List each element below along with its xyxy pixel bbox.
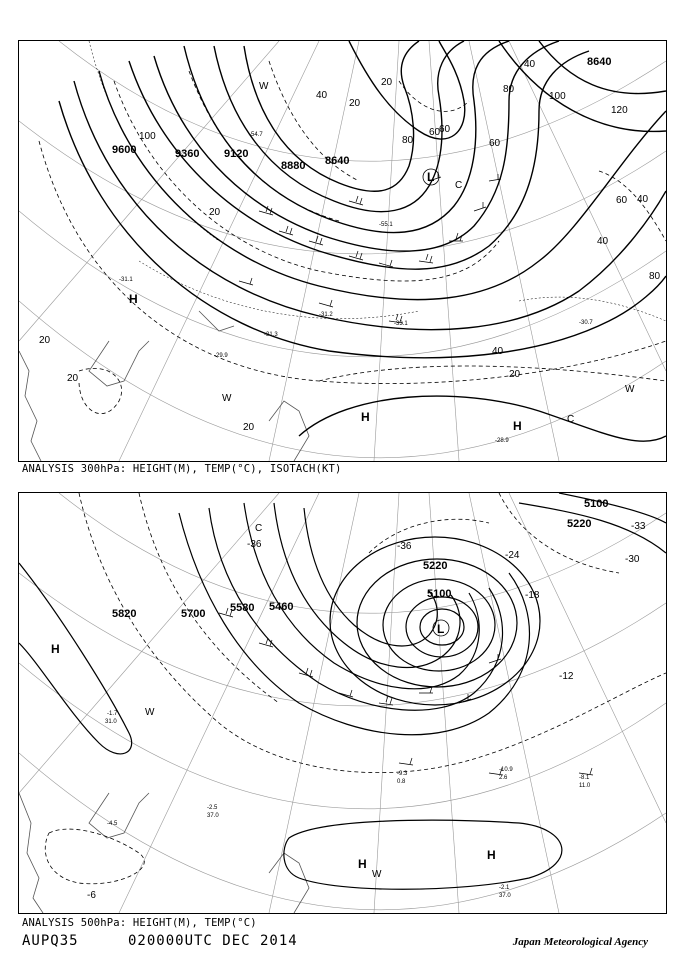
station-value: 2.6 [499, 775, 508, 781]
isotach-label: 20 [381, 77, 393, 88]
wind-barb [579, 768, 593, 775]
high-center-symbol: H [361, 410, 370, 424]
height-contour [129, 51, 589, 269]
parallel [59, 41, 666, 161]
height-contour [99, 71, 666, 300]
caption-500hpa: ANALYSIS 500hPa: HEIGHT(M), TEMP(°C) [22, 917, 257, 929]
station-values [105, 711, 591, 899]
meridian [19, 41, 279, 341]
isotach-label: 40 [492, 346, 504, 357]
isotherms [45, 493, 666, 884]
svg-text:-54.7: -54.7 [249, 132, 263, 138]
isotach [319, 366, 666, 381]
station-value: -2.1 [499, 885, 510, 891]
high-center-symbol: H [129, 292, 138, 306]
height-label: 9600 [112, 144, 137, 156]
cold-symbol: C [455, 180, 463, 191]
svg-text:-31.2: -31.2 [319, 312, 333, 318]
height-label: 8640 [587, 56, 612, 68]
wind-barb [474, 202, 486, 211]
wind-barb [279, 226, 293, 235]
warm-symbol: W [222, 393, 232, 404]
height-contour [179, 513, 529, 735]
isotach-label: 60 [429, 127, 441, 138]
low-center-symbol: L [427, 170, 435, 184]
isotach-label: 20 [509, 369, 521, 380]
meridian [509, 493, 666, 823]
isotach-label: 40 [316, 90, 328, 101]
high-center-symbol: H [358, 857, 367, 871]
height-labels [112, 498, 608, 620]
coast-alaska [199, 311, 234, 331]
parallel [19, 121, 666, 254]
isotach-label: 20 [67, 373, 79, 384]
temp-label: -33 [631, 521, 646, 532]
isotherm [519, 297, 666, 321]
isotach-label: 20 [209, 207, 221, 218]
parallel [19, 301, 666, 458]
height-label: 5580 [230, 602, 255, 614]
svg-text:-28.9: -28.9 [495, 438, 509, 444]
temp-label: -6 [87, 890, 96, 901]
height-label: 8880 [281, 160, 306, 172]
wind-barbs [219, 608, 593, 775]
coast-islands [269, 853, 309, 913]
warm-symbol: W [145, 707, 155, 718]
meridian [269, 41, 359, 461]
meridian [374, 493, 399, 913]
isotach-label: 40 [524, 59, 536, 70]
wind-barb [399, 758, 413, 765]
height-label: 5220 [567, 518, 592, 530]
station-value: -2.5 [207, 805, 218, 811]
pressure-centers [51, 523, 496, 880]
isotach-label: 120 [611, 105, 628, 116]
isotach-label: 40 [637, 194, 649, 205]
temp-label: -36 [247, 539, 262, 550]
wind-barb [239, 278, 253, 285]
isotach-labels [39, 59, 661, 433]
isotach-label: 100 [139, 131, 156, 142]
map-300hpa [18, 40, 667, 462]
station-value: 31.0 [105, 719, 117, 725]
height-label: 5460 [269, 601, 294, 613]
wind-barb [259, 638, 273, 647]
temp-label: -36 [397, 541, 412, 552]
isotach-label: 80 [649, 271, 661, 282]
station-value: 37.0 [499, 893, 511, 899]
height-contour [184, 41, 509, 233]
warm-symbol: W [259, 81, 269, 92]
isotherm [369, 519, 489, 553]
coast-islands [269, 401, 309, 461]
isotach-label: 60 [489, 138, 501, 149]
coast-japan [89, 793, 149, 838]
station-value: -9.3 [397, 771, 408, 777]
meridian [119, 41, 319, 461]
height-contour [74, 81, 666, 330]
isotach-label: 40 [597, 236, 609, 247]
isotherm [45, 829, 144, 884]
coast-asia [19, 351, 41, 461]
map-500hpa [18, 492, 667, 914]
station-value: -4.5 [107, 821, 118, 827]
parallel [19, 663, 666, 809]
caption-300hpa: ANALYSIS 300hPa: HEIGHT(M), TEMP(°C), ISOTACH(KT) [22, 463, 342, 475]
height-label: 9360 [175, 148, 200, 160]
temp-label: -30 [625, 554, 640, 565]
svg-text:-31.3: -31.3 [264, 332, 278, 338]
coastline [19, 793, 309, 913]
wind-barb [319, 300, 333, 307]
wind-barb [349, 196, 363, 205]
high-center-symbol: H [513, 419, 522, 433]
height-contour [304, 508, 437, 646]
height-label: 5700 [181, 608, 206, 620]
valid-time: 020000UTC DEC 2014 [128, 933, 298, 949]
height-label: 5220 [423, 560, 448, 572]
chart-id: AUPQ35 [22, 933, 79, 949]
height-label: 9120 [224, 148, 249, 160]
height-label: 5100 [584, 498, 609, 510]
low-center-symbol: L [437, 622, 445, 636]
warm-symbol: W [372, 869, 382, 880]
isotach-label: 80 [503, 84, 515, 95]
coast-asia [19, 793, 43, 913]
meridian [119, 493, 319, 913]
cold-symbol: C [567, 414, 575, 425]
station-value: 0.8 [397, 779, 406, 785]
temperature-labels [87, 521, 646, 901]
temp-label: -12 [559, 671, 574, 682]
isotherms [89, 41, 666, 321]
svg-text:-55.1: -55.1 [379, 222, 393, 228]
svg-text:-30.7: -30.7 [579, 320, 593, 326]
height-contour [214, 41, 464, 212]
isotach-label: 80 [402, 135, 414, 146]
graticule [19, 41, 666, 461]
high-center-symbol: H [51, 642, 60, 656]
agency-credit: Japan Meteorological Agency [512, 936, 648, 948]
station-value: -1.7 [107, 711, 118, 717]
station-value: 37.0 [207, 813, 219, 819]
isotach-label: 60 [616, 195, 628, 206]
warm-symbol: W [625, 384, 635, 395]
isotach-label: 20 [39, 335, 51, 346]
pressure-centers [129, 81, 635, 433]
station-value: -8.1 [579, 775, 590, 781]
height-label: 5820 [112, 608, 137, 620]
height-contours [19, 493, 666, 889]
isotach-label: 20 [243, 422, 255, 433]
cold-symbol: C [255, 523, 263, 534]
parallel [59, 493, 666, 613]
svg-text:-33.1: -33.1 [394, 321, 408, 327]
isotach-label: 20 [349, 98, 361, 109]
isotach [39, 141, 666, 384]
coast-japan [89, 341, 149, 386]
temp-label: -18 [525, 590, 540, 601]
isotach-label: 60 [439, 124, 451, 135]
isotach-label: 100 [549, 91, 566, 102]
height-contour [499, 41, 666, 131]
wind-barb [349, 251, 363, 260]
wind-barb [419, 254, 433, 263]
meridian [269, 493, 359, 913]
station-value: 11.0 [579, 783, 591, 789]
parallel [19, 573, 666, 706]
isotach [79, 368, 122, 413]
high-center-symbol: H [487, 848, 496, 862]
isotherm [139, 261, 419, 319]
height-label: 8640 [325, 155, 350, 167]
height-contours [59, 41, 666, 441]
height-contour [284, 820, 562, 889]
graticule [19, 493, 666, 913]
station-value: -10.9 [499, 767, 513, 773]
svg-text:-29.9: -29.9 [214, 353, 228, 359]
meridian [429, 41, 459, 461]
temp-label: -24 [505, 550, 520, 561]
height-contour [299, 396, 666, 441]
svg-text:-31.1: -31.1 [119, 277, 133, 283]
height-label: 5100 [427, 588, 452, 600]
